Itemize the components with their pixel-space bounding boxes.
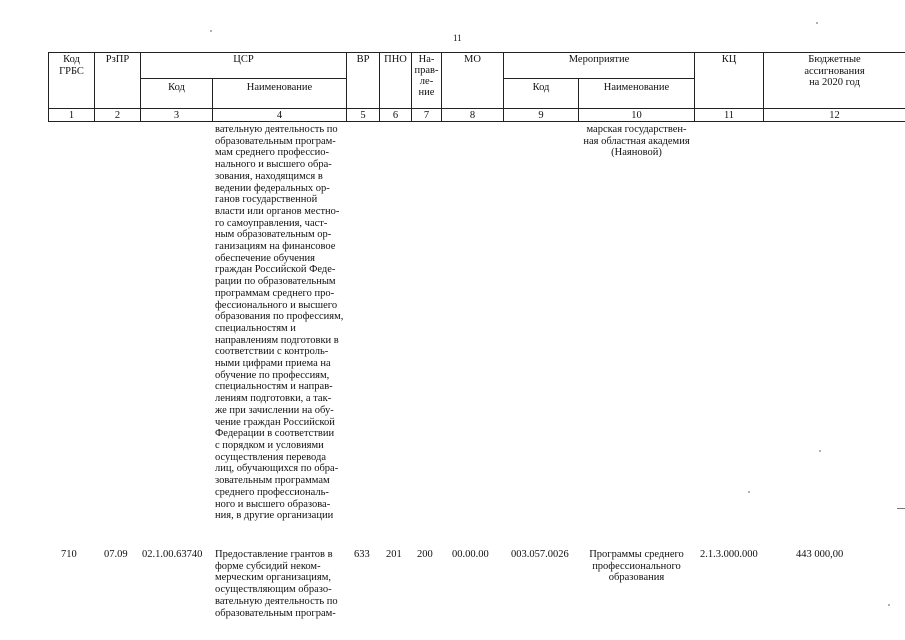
scan-speck — [888, 604, 890, 606]
scan-speck — [816, 22, 818, 24]
column-number: 11 — [723, 110, 735, 121]
subheader-rule-event — [503, 78, 694, 79]
column-number: 10 — [631, 110, 642, 121]
header-csr: ЦСР — [233, 54, 254, 65]
header-csr-name: Наименование — [246, 82, 313, 93]
header-mo: МО — [464, 54, 481, 65]
header-meropr-kod: Код — [532, 82, 550, 93]
column-number: 9 — [538, 110, 544, 121]
continued-event-name-text: марская государствен- ная областная академия (Наяновой) — [583, 124, 690, 159]
header-naprav: На- прав- ле- ние — [414, 54, 439, 98]
header-budget: Бюджетные ассигнования на 2020 год — [804, 54, 865, 88]
column-number: 5 — [360, 110, 366, 121]
page-number: 11 — [453, 33, 462, 43]
scan-speck — [819, 450, 821, 452]
column-number: 12 — [829, 110, 840, 121]
header-pno: ПНО — [384, 54, 407, 65]
row-rzpr: 07.09 — [104, 549, 128, 560]
row-vr: 633 — [354, 549, 370, 560]
header-rzpr: РзПР — [105, 54, 130, 65]
row-mo: 00.00.00 — [452, 549, 489, 560]
row-kc: 2.1.3.000.000 — [700, 549, 758, 560]
column-number: 2 — [114, 110, 121, 121]
header-meropr-name: Наименование — [603, 82, 670, 93]
column-number: 6 — [392, 110, 399, 121]
header-meropr: Мероприятие — [568, 54, 630, 65]
scan-edge-mark — [897, 508, 905, 509]
row-budget: 443 000,00 — [796, 549, 844, 560]
header-csr-kod: Код — [168, 82, 185, 93]
scan-speck — [748, 491, 750, 493]
subheader-rule-csr — [140, 78, 346, 79]
column-number: 8 — [469, 110, 476, 121]
column-number: 1 — [68, 110, 75, 121]
scan-speck — [210, 30, 212, 32]
row-event-name: Программы среднего профессионального образования — [589, 549, 684, 584]
table-top-border — [48, 52, 905, 53]
row-kod-grbs: 710 — [61, 549, 77, 560]
row-csr-kod: 02.1.00.63740 — [142, 549, 203, 560]
header-kod-grbs: Код ГРБС — [59, 54, 84, 77]
continued-name-text: вательную деятельность по образовательным програм- мам среднего профессио- нального и высшего обра- зования, находящимся в ведении федеральных ор- ганов государственной власти или органов местно- го самоуправления, част- ным образовательным ор- ганизациям на финансовое обеспечение обучения граждан Российской Феде- рации по образовательным программам среднего про- фессионального и высшего образования по профессиям, специальностям и направлениям подготовки в соответствии с контроль- ными цифрами приема на обучение по профессиям, специальностям и направ- лениям подготовки, а так- же при зачислении на обу- чение граждан Российской Федерации в соответствии с порядком и условиями осуществления перевода лиц, обучающихся по обра- зовательным программам среднего профессиональ- ного и высшего образова- ния, в другие организации — [215, 124, 344, 522]
row-name-text: Предоставление грантов в форме субсидий неком- мерческим организациям, осуществляющим образо- вательную деятельность по образовательным програм- — [215, 549, 338, 619]
column-number: 7 — [423, 110, 430, 121]
column-number: 3 — [173, 110, 180, 121]
row-pno: 201 — [386, 549, 402, 560]
row-naprav: 200 — [417, 549, 433, 560]
header-vr: ВР — [356, 54, 370, 65]
column-number: 4 — [276, 110, 283, 121]
header-bottom-border — [48, 108, 905, 109]
header-kc: КЦ — [721, 54, 737, 65]
row-event-kod: 003.057.0026 — [511, 549, 569, 560]
